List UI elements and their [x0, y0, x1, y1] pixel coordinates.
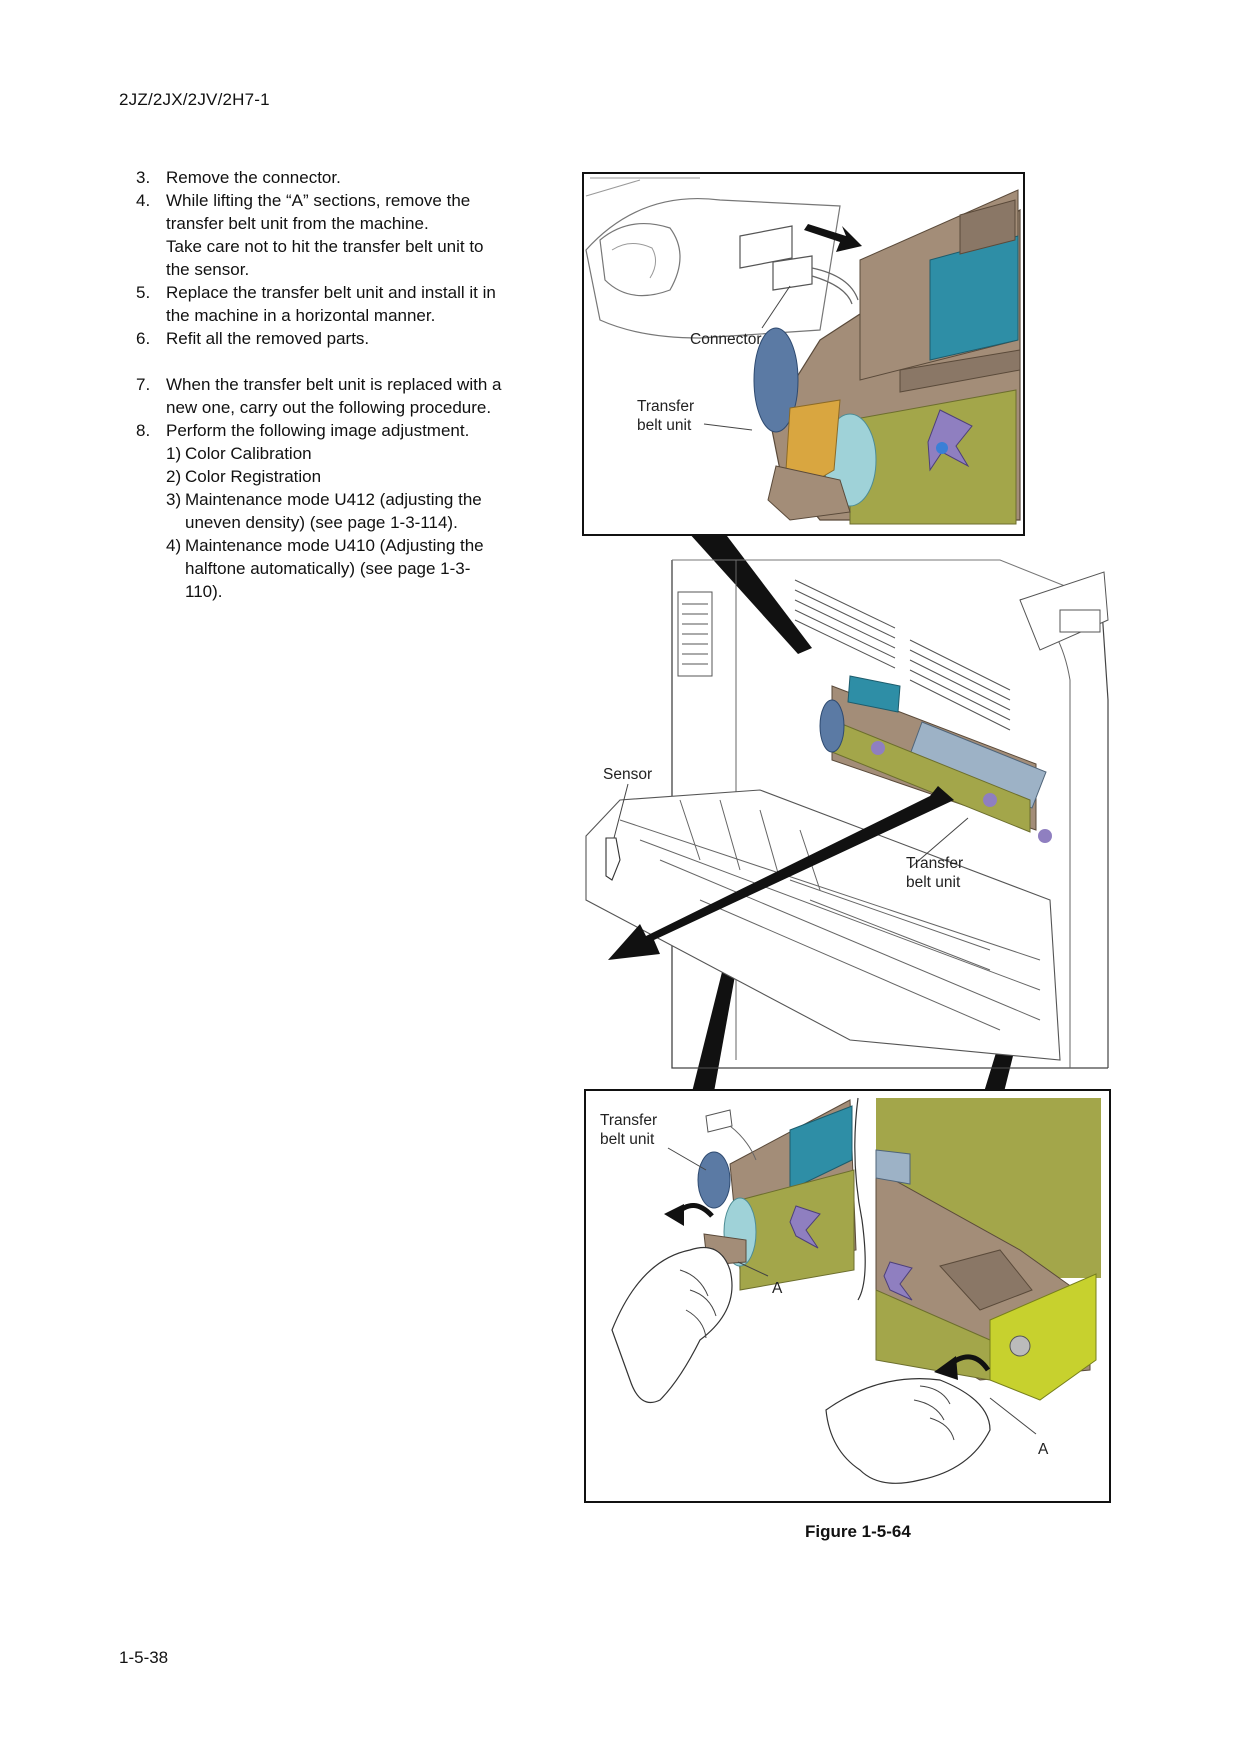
- step-line: Replace the transfer belt unit and install it in: [166, 283, 496, 302]
- step-line: Perform the following image adjustment.: [166, 421, 470, 440]
- step-line: transfer belt unit from the machine.: [166, 214, 429, 233]
- substep-line: Color Registration: [185, 467, 322, 486]
- callout-wedge-top: [688, 532, 812, 654]
- step-line: While lifting the “A” sections, remove the: [166, 191, 471, 210]
- step-number: 4.: [136, 191, 151, 210]
- machine-overview: [586, 560, 1108, 1068]
- step-5: [136, 281, 536, 327]
- substep-line: Maintenance mode U412 (adjusting the: [185, 490, 482, 509]
- step-4: [136, 189, 536, 281]
- connector-detail-view: [583, 173, 1024, 535]
- step-number: 3.: [136, 168, 151, 187]
- step-line: Remove the connector.: [166, 168, 341, 187]
- substep-3: [166, 488, 536, 534]
- substep-line: 110).: [185, 582, 223, 601]
- step-number: 5.: [136, 283, 151, 302]
- transfer-label-mid-line2: belt unit: [906, 874, 961, 891]
- step-number: 7.: [136, 375, 151, 394]
- transfer-belt-removal-figure: [580, 168, 1120, 1508]
- substep-2: [166, 465, 536, 488]
- substep-line: Maintenance mode U410 (Adjusting the: [185, 536, 484, 555]
- step-line: Refit all the removed parts.: [166, 329, 370, 348]
- lift-a-sections-detail-view: [585, 1090, 1110, 1502]
- step-7: [136, 373, 536, 419]
- transfer-label-bottom-line2: belt unit: [600, 1131, 655, 1148]
- document-code-header: 2JZ/2JX/2JV/2H7-1: [119, 90, 270, 109]
- section-a-label-left: A: [772, 1280, 783, 1297]
- substep-line: uneven density) (see page 1-3-114).: [185, 513, 458, 532]
- step-number: 8.: [136, 421, 151, 440]
- substep-number: 1): [166, 444, 182, 463]
- step-line: the sensor.: [166, 260, 250, 279]
- substep-number: 4): [166, 536, 182, 555]
- spacer: [136, 350, 536, 373]
- figure-caption: Figure 1-5-64: [805, 1522, 911, 1541]
- step-3: [136, 166, 536, 189]
- substep-line: halftone automatically) (see page 1-3-: [185, 559, 471, 578]
- substep-number: 3): [166, 490, 182, 509]
- step-line: new one, carry out the following procedure.: [166, 398, 492, 417]
- substep-1: [166, 442, 536, 465]
- step-line: the machine in a horizontal manner.: [166, 306, 436, 325]
- step-line: Take care not to hit the transfer belt unit to: [166, 237, 484, 256]
- connector-label: Connector: [690, 331, 762, 348]
- transfer-label-mid-line1: Transfer: [906, 855, 964, 872]
- step-8: [136, 419, 536, 442]
- step-line: When the transfer belt unit is replaced with a: [166, 375, 502, 394]
- procedure-steps: [136, 166, 536, 603]
- substep-line: Color Calibration: [185, 444, 312, 463]
- substep-4: [166, 534, 536, 603]
- sensor-label: Sensor: [603, 766, 653, 783]
- section-a-label-right: A: [1038, 1441, 1049, 1458]
- transfer-label-bottom-line1: Transfer: [600, 1112, 658, 1129]
- substep-number: 2): [166, 467, 182, 486]
- page-number: 1-5-38: [119, 1648, 169, 1667]
- step-6: [136, 327, 536, 350]
- step-number: 6.: [136, 329, 151, 348]
- transfer-label-top-line1: Transfer: [637, 398, 695, 415]
- transfer-label-top-line2: belt unit: [637, 417, 692, 434]
